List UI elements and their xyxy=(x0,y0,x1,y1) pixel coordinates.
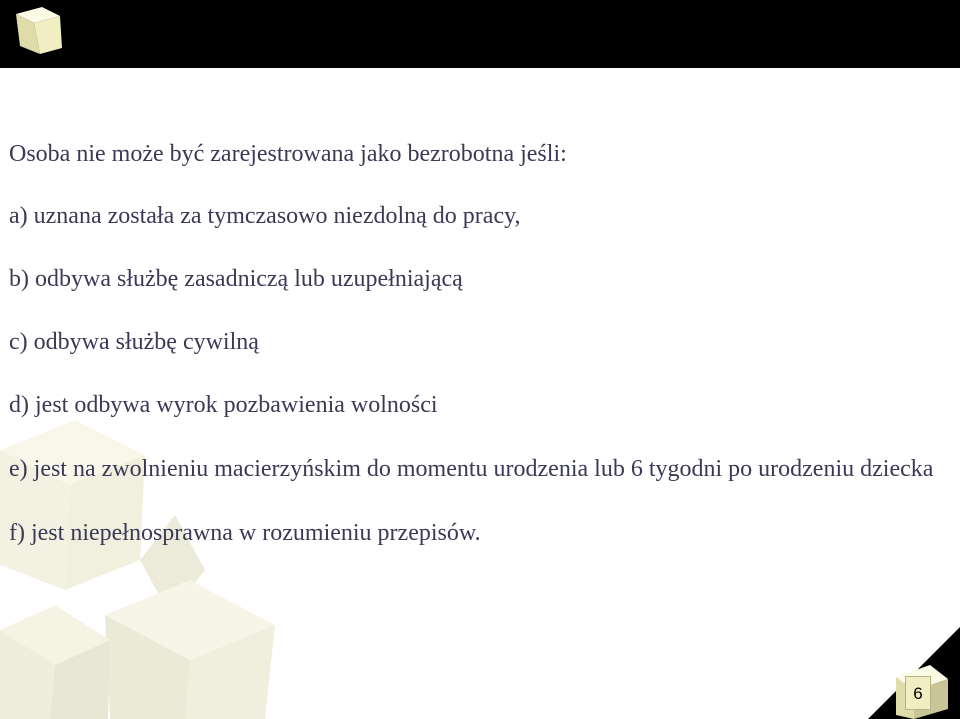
list-item-c: c) odbywa służbę cywilną xyxy=(9,329,259,355)
list-item-b: b) odbywa służbę zasadniczą lub uzupełniającą xyxy=(9,266,463,292)
list-item-a: a) uznana została za tymczasowo niezdolną do pracy, xyxy=(9,203,521,229)
slide-content xyxy=(9,138,939,580)
cube-icon xyxy=(12,4,72,60)
list-item-e: e) jest na zwolnieniu macierzyńskim do momentu urodzenia lub 6 tygodni po urodzeniu dziecka xyxy=(9,456,934,482)
top-bar xyxy=(0,0,960,68)
slide-heading: Osoba nie może być zarejestrowana jako bezrobotna jeśli: xyxy=(9,141,567,167)
list-item-f: f) jest niepełnosprawna w rozumieniu przepisów. xyxy=(9,520,481,546)
page-number: 6 xyxy=(905,676,931,710)
list-item-d: d) jest odbywa wyrok pozbawienia wolności xyxy=(9,392,438,418)
